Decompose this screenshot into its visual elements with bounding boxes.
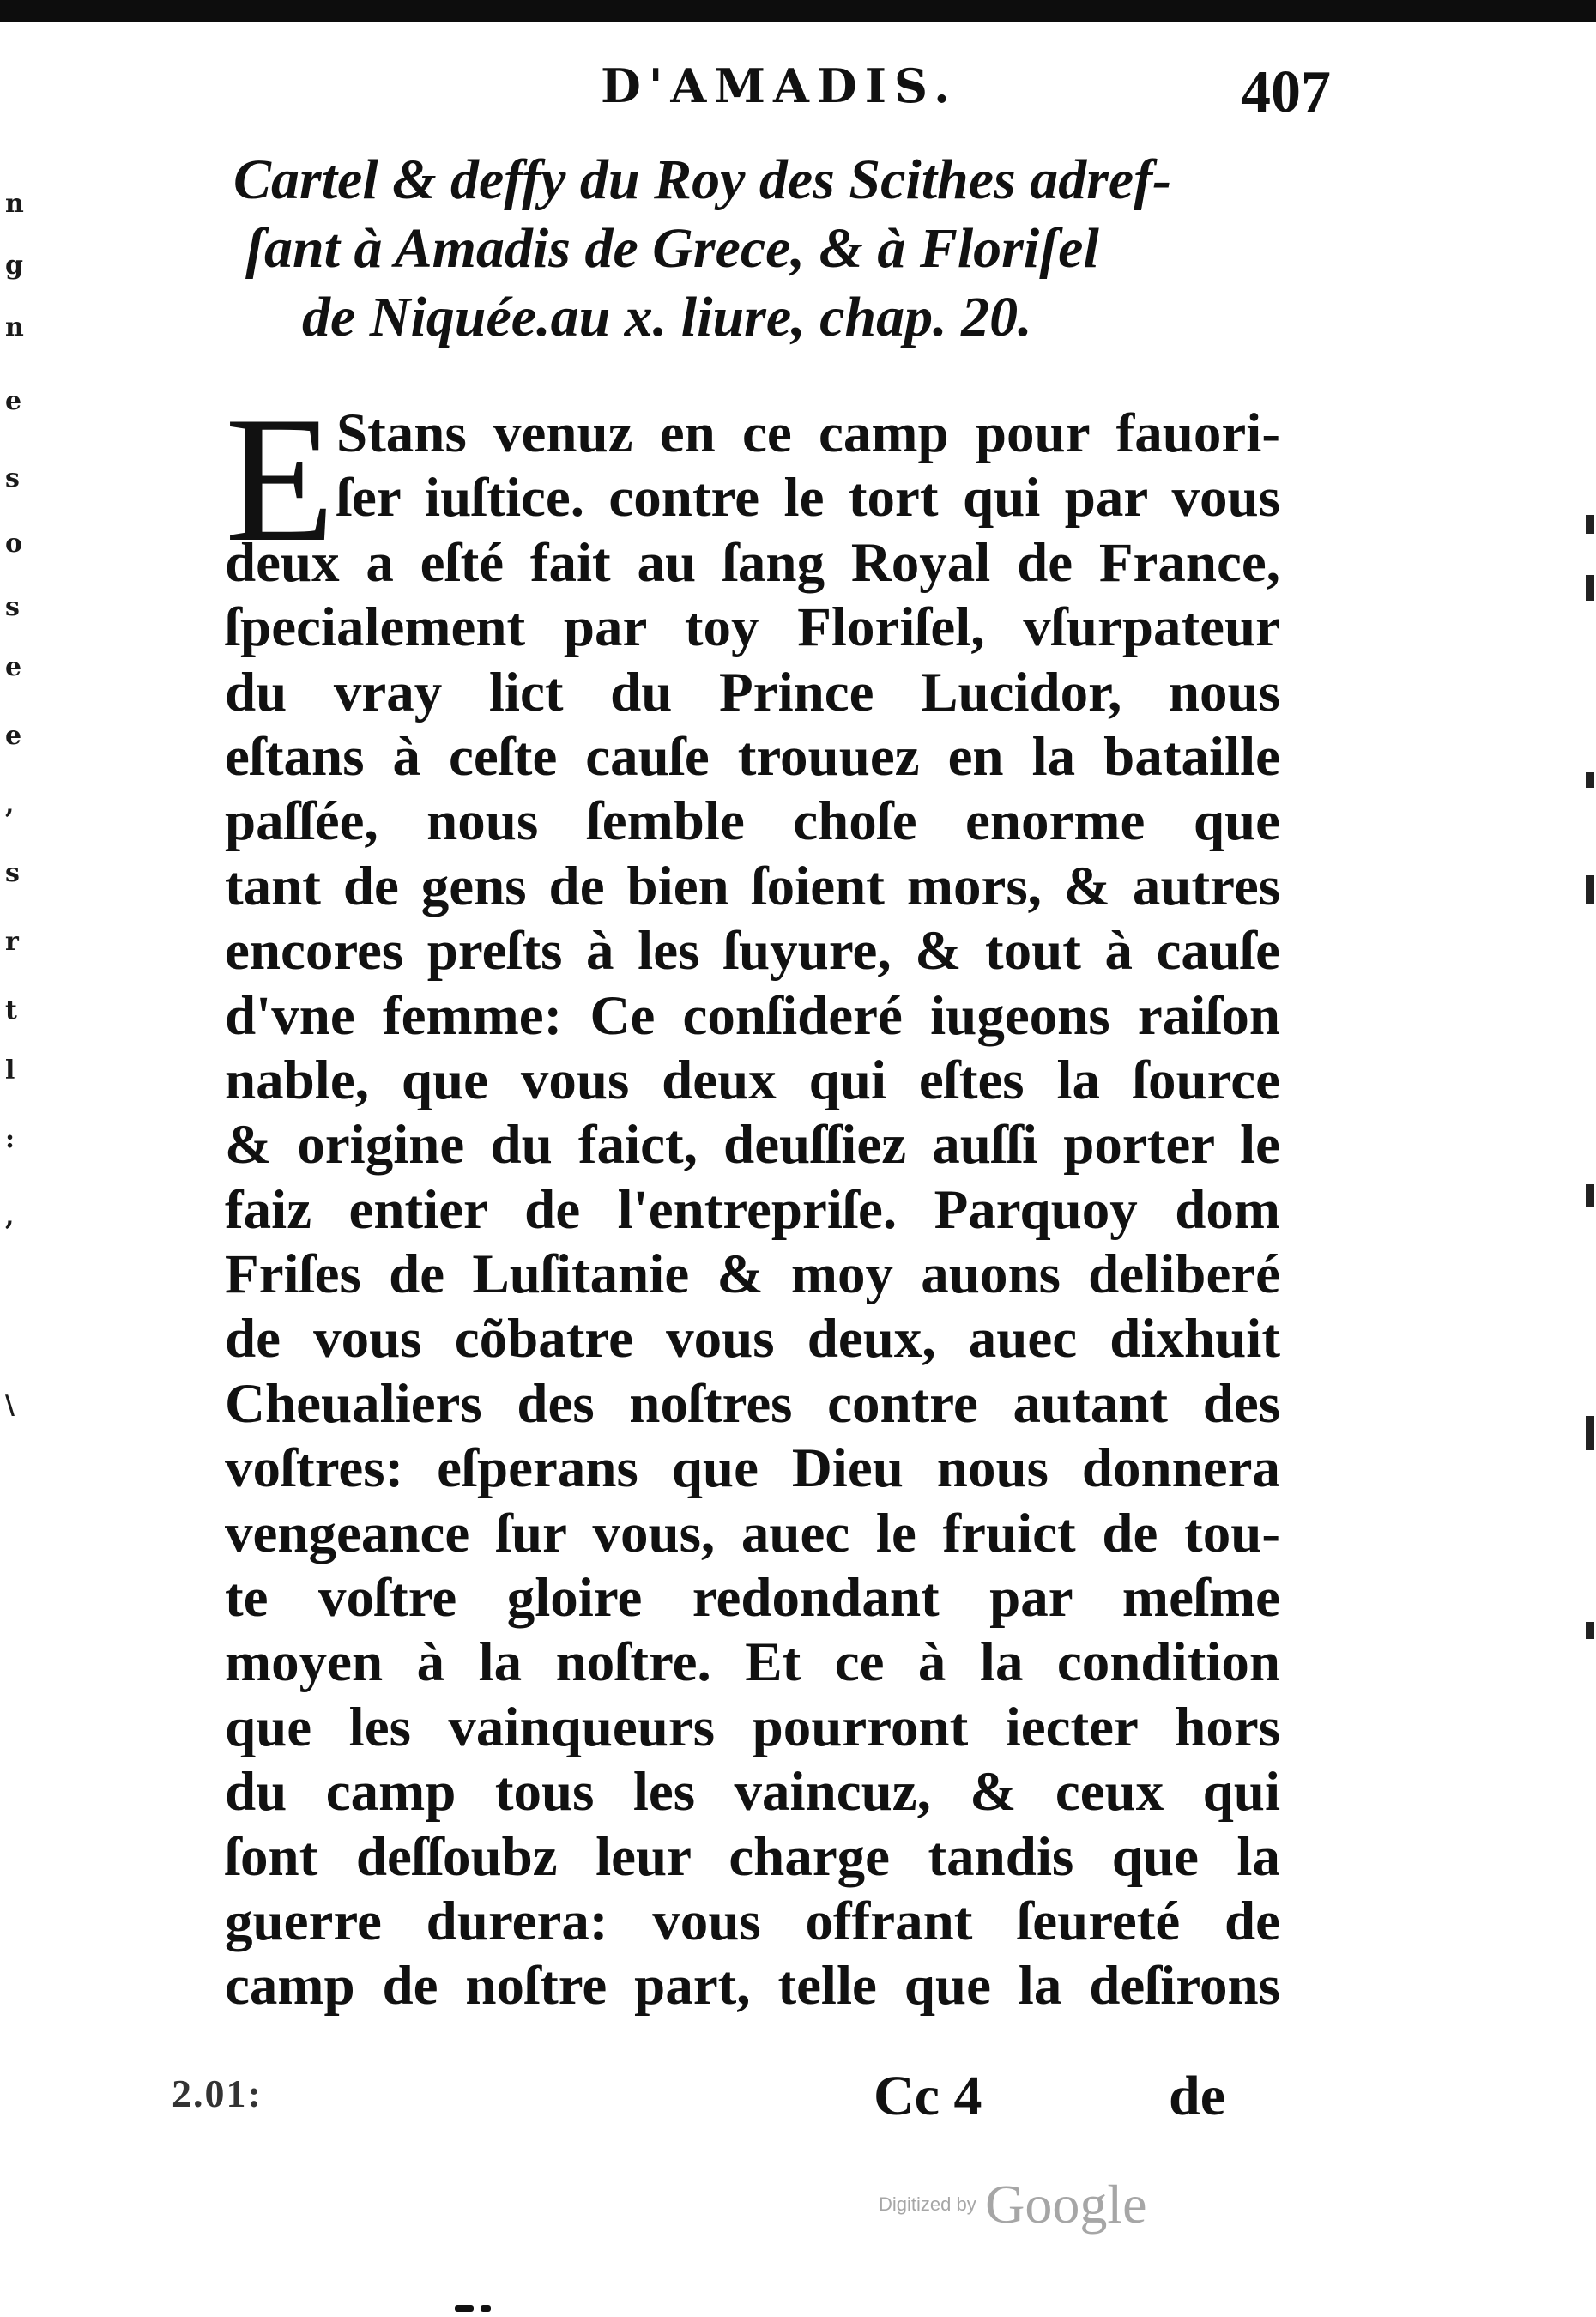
chapter-title-line: Cartel & deffy du Roy des Scithes adref- <box>233 148 1172 211</box>
gutter-mark: l <box>5 1056 15 1086</box>
drop-cap-initial: E <box>225 380 336 579</box>
text-line: Cheualiers des noſtres contre autant des <box>225 1372 1280 1435</box>
gutter-mark: \ <box>5 1390 15 1420</box>
bottom-speck <box>481 2305 491 2312</box>
margin-speck <box>1586 515 1594 534</box>
text-line: ſont deſſoubz leur charge tandis que la <box>225 1825 1280 1888</box>
body-text <box>225 380 1280 2019</box>
bottom-speck <box>455 2305 474 2312</box>
running-head: D'AMADIS. <box>601 58 958 113</box>
gutter-mark: : <box>5 1124 15 1154</box>
gutter-mark: s <box>5 858 20 888</box>
text-line: eſtans à ceſte cauſe trouuez en la bataille <box>225 725 1280 788</box>
text-line: ſpecialement par toy Floriſel, vſurpateur <box>225 596 1280 659</box>
margin-speck <box>1586 1622 1594 1639</box>
text-line: du camp tous les vaincuz, & ceux qui <box>225 1761 1280 1824</box>
chapter-title-line: ſant à Amadis de Grece, & à Floriſel <box>245 217 1099 280</box>
margin-speck <box>1586 1416 1594 1450</box>
margin-speck <box>1586 575 1594 601</box>
text-line: Stans venuz en ce camp pour fauori- <box>336 402 1280 464</box>
page-top-edge <box>0 0 1596 22</box>
watermark-prefix: Digitized by <box>879 2193 976 2215</box>
text-line: encores preſts à les ſuyure, & tout à cauſe <box>225 920 1280 983</box>
text-line: Friſes de Luſitanie & moy auons deliberé <box>225 1243 1280 1306</box>
text-line: ſer iuſtice. contre le tort qui par vous <box>336 467 1280 529</box>
gutter-mark: n <box>5 312 24 342</box>
catchword: de <box>1169 2065 1225 2127</box>
text-line: guerre durera: vous offrant ſeureté de <box>225 1890 1280 1952</box>
gutter-mark: s <box>5 463 20 493</box>
text-line: camp de noſtre part, telle que la deſirons <box>225 1955 1280 2018</box>
signature-mark-left: 2.01: <box>172 2072 263 2115</box>
gutter-mark: g <box>5 251 23 281</box>
gutter-mark: t <box>5 995 17 1025</box>
google-logo: Google <box>985 2174 1147 2235</box>
signature-line <box>172 2064 1261 2132</box>
gutter-mark: e <box>5 652 22 682</box>
chapter-title-line: de Niquée.au x. liure, chap. 20. <box>302 286 1032 348</box>
text-line: nable, que vous deux qui eſtes la ſource <box>225 1049 1280 1111</box>
chapter-title <box>233 146 1263 352</box>
gutter-mark: r <box>5 927 19 957</box>
gutter-mark: , <box>5 1201 15 1231</box>
gutter-mark: n <box>5 189 24 219</box>
text-line: moyen à la noſtre. Et ce à la condition <box>225 1631 1280 1694</box>
text-line: voſtres: eſperans que Dieu nous donnera <box>225 1437 1280 1500</box>
margin-speck <box>1586 772 1594 788</box>
gutter-mark: , <box>5 789 15 820</box>
signature-mark: Cc 4 <box>874 2065 982 2127</box>
text-line: deux a eſté fait au ſang Royal de France, <box>225 531 1280 594</box>
margin-speck <box>1586 1184 1594 1207</box>
gutter-mark: e <box>5 386 22 416</box>
text-line: de vous cõbatre vous deux, auec dixhuit <box>225 1308 1280 1370</box>
text-line: paſſée, nous ſemble choſe enorme que <box>225 790 1280 853</box>
text-line: tant de gens de bien ſoient mors, & autres <box>225 855 1280 917</box>
gutter-mark: e <box>5 721 22 751</box>
digitized-watermark <box>879 2173 1147 2236</box>
right-margin-specks <box>1579 515 1596 1974</box>
page-number: 407 <box>1241 59 1331 125</box>
facing-page-gutter <box>0 103 45 1733</box>
text-line: vengeance ſur vous, auec le fruict de tou- <box>225 1502 1280 1564</box>
text-line: d'vne femme: Ce conſideré iugeons raiſon <box>225 984 1280 1047</box>
gutter-mark: s <box>5 592 20 622</box>
text-line: faiz entier de l'entrepriſe. Parquoy dom <box>225 1178 1280 1241</box>
text-line: & origine du faict, deuſſiez auſſi porter le <box>225 1114 1280 1177</box>
text-line: du vray lict du Prince Lucidor, nous <box>225 661 1280 723</box>
text-line: te voſtre gloire redondant par meſme <box>225 1567 1280 1630</box>
text-line: que les vainqueurs pourront iecter hors <box>225 1696 1280 1758</box>
gutter-mark: o <box>5 529 23 559</box>
margin-speck <box>1586 875 1594 904</box>
